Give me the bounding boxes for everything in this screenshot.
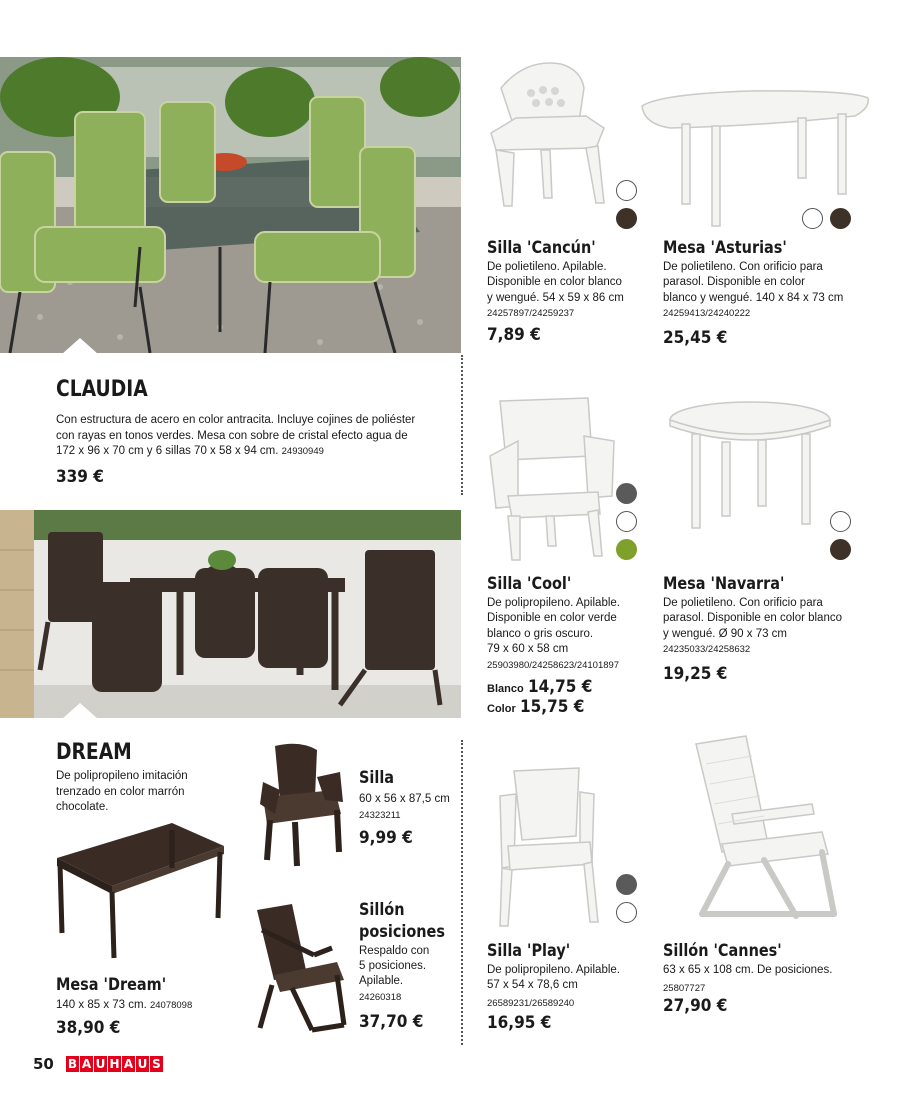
asturias-table-image [640,86,872,228]
cancun-name: Silla 'Cancún' [487,238,596,258]
play-desc-2: 57 x 54 x 78,6 cm [487,979,578,991]
dream-armchair-name-1: Sillón [359,900,405,920]
asturias-desc-2: parasol. Disponible en color [663,276,805,288]
cool-chair-image [488,396,616,562]
cool-price-row-1 [487,677,600,697]
dream-description: De polipropileno imitación trenzado en color marrón chocolate. [56,770,188,813]
asturias-desc-3: blanco y wengué. 140 x 84 x 73 cm [663,292,844,304]
claudia-price: 339 € [56,467,104,487]
play-desc-1: De polipropileno. Apilable. [487,964,620,976]
cool-code: 25903980/24258623/24101897 [487,660,620,671]
divider-bottom [461,740,463,1045]
dream-armchair-desc-2: 5 posiciones. [359,960,427,972]
cancun-desc-3: y wengué. 54 x 59 x 86 cm [487,292,624,304]
logo-letter: A [81,1057,92,1071]
cool-desc-1: De polipropileno. Apilable. [487,597,620,609]
cancun-code: 24257897/24259237 [487,308,575,319]
dream-table-dims: 140 x 85 x 73 cm. [56,999,147,1011]
play-name: Silla 'Play' [487,941,571,961]
navarra-desc-2: parasol. Disponible en color blanco [663,612,842,624]
cannes-price: 27,90 € [663,996,728,1016]
dream-table-image [52,818,227,963]
cool-price-row-2 [487,697,592,717]
navarra-price: 19,25 € [663,664,728,684]
asturias-name: Mesa 'Asturias' [663,238,787,258]
cancun-chair-image [486,58,608,208]
cool-swatch-green [616,539,637,560]
claudia-code: 24930949 [281,446,324,457]
dream-chair-price: 9,99 € [359,828,413,848]
navarra-code: 24235033/24258632 [663,644,751,655]
cancun-desc-1: De polietileno. Apilable. [487,261,607,273]
navarra-table-image [668,400,833,536]
navarra-desc-1: De polietileno. Con orificio para [663,597,823,609]
cool-price-label-2: Color [487,703,516,715]
cool-desc-3: blanco o gris oscuro. [487,628,594,640]
cool-swatch-white [616,511,637,532]
play-chair-image [494,766,602,930]
navarra-swatch-white [830,511,851,532]
claudia-title: CLAUDIA [56,377,148,402]
logo-letter: H [109,1057,120,1071]
logo-letter: U [137,1057,148,1071]
dream-table-price: 38,90 € [56,1018,121,1038]
dream-pointer [62,703,98,719]
dream-title: DREAM [56,740,132,765]
cannes-code: 25807727 [663,983,706,994]
asturias-swatch-wenge [830,208,851,229]
cancun-price: 7,89 € [487,325,541,345]
cool-desc-4: 79 x 60 x 58 cm [487,643,569,655]
asturias-price: 25,45 € [663,328,728,348]
dream-armchair-desc-3: Apilable. [359,975,404,987]
cannes-name: Sillón 'Cannes' [663,941,782,961]
dream-chair-image [255,742,347,868]
navarra-swatch-wenge [830,539,851,560]
dream-photo [0,510,461,718]
logo-letter: S [150,1056,163,1072]
cannes-armchair-image [692,734,842,920]
bauhaus-logo [66,1056,163,1072]
cool-name: Silla 'Cool' [487,574,572,594]
cool-price-2: 15,75 € [520,697,585,717]
play-code: 26589231/26589240 [487,998,575,1009]
dream-chair-dims: 60 x 56 x 87,5 cm [359,793,450,805]
cool-price-label-1: Blanco [487,683,524,695]
cool-price-1: 14,75 € [528,677,593,697]
dream-armchair-desc-1: Respaldo con [359,945,430,957]
asturias-desc-1: De polietileno. Con orificio para [663,261,823,273]
cancun-swatch-white [616,180,637,201]
play-swatch-grey [616,874,637,895]
dream-table-desc [56,998,192,1014]
claudia-pointer [62,338,98,354]
page-number: 50 [33,1055,54,1073]
cool-desc-2: Disponible en color verde [487,612,617,624]
dream-chair-code: 24323211 [359,810,401,821]
cancun-swatch-wenge [616,208,637,229]
navarra-name: Mesa 'Navarra' [663,574,785,594]
dream-table-code: 24078098 [149,1000,193,1011]
play-price: 16,95 € [487,1013,552,1033]
claudia-description-text: Con estructura de acero en color antracita. Incluye cojines de poliéster con rayas en tonos verdes. Mesa con sobre de cristal efecto agua de 172 x 96 x 70 cm y 6 sillas 70 x 58 x 94 cm. [56,414,416,457]
dream-table-name: Mesa 'Dream' [56,975,167,995]
logo-letter: B [67,1057,78,1071]
cannes-desc-1: 63 x 65 x 108 cm. De posiciones. [663,964,833,976]
play-swatch-white [616,902,637,923]
dream-armchair-image [252,900,349,1034]
dream-chair-name: Silla [359,768,395,788]
navarra-desc-3: y wengué. Ø 90 x 73 cm [663,628,788,640]
dream-armchair-price: 37,70 € [359,1012,424,1032]
logo-letter: A [123,1057,134,1071]
dream-armchair-name-2: posiciones [359,922,445,942]
cool-swatch-grey [616,483,637,504]
divider-top [461,355,463,495]
cancun-desc-2: Disponible en color blanco [487,276,622,288]
asturias-swatch-white [802,208,823,229]
logo-letter: U [95,1057,106,1071]
dream-armchair-code: 24260318 [359,992,402,1003]
claudia-description [56,413,416,460]
claudia-photo [0,57,461,353]
asturias-code: 24259413/24240222 [663,308,751,319]
